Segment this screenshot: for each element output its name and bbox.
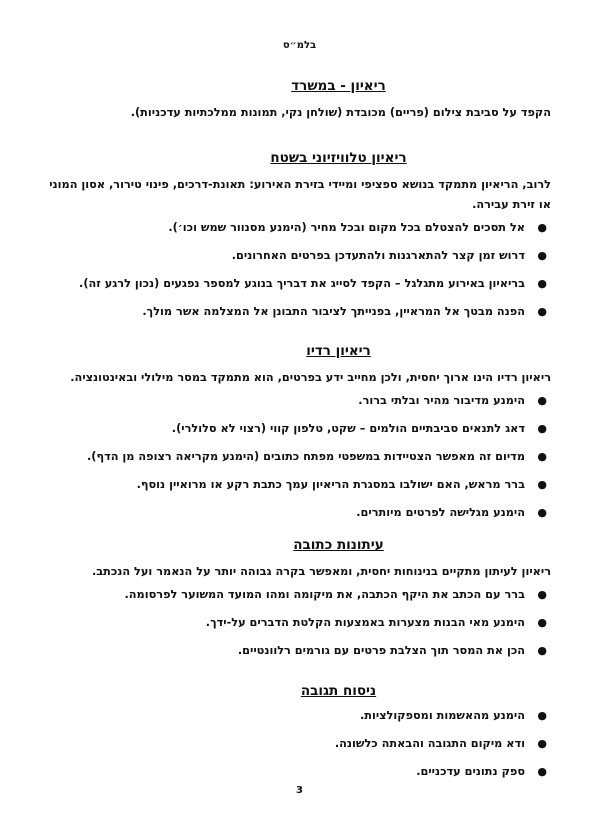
list-item: ● הכן את המסר תוך הצלבת פרטים עם גורמים רלוונטיים. bbox=[237, 644, 547, 657]
list-item: ● אל תסכים להצטלם בכל מקום ובכל מחיר (הימנע מסנוור שמש וכו׳). bbox=[168, 221, 547, 234]
section-print-press bbox=[46, 537, 551, 671]
bullet-icon: ● bbox=[537, 588, 547, 601]
list-item: ● ודא מיקום התגובה והבאתה כלשונה. bbox=[334, 737, 547, 750]
list-item: ● הימנע מהאשמות ומספקולציות. bbox=[359, 709, 547, 722]
page-number: 3 bbox=[296, 785, 303, 796]
bullet-icon: ● bbox=[537, 478, 547, 491]
section-title: ריאיון רדיו bbox=[306, 343, 371, 359]
section-title: ריאיון - במשרד bbox=[291, 78, 386, 94]
section-title: עיתונות כתובה bbox=[293, 537, 384, 553]
list-item: ● דרוש זמן קצר להתארגנות ולהתעדכן בפרטים האחרונים. bbox=[231, 249, 547, 262]
list-item: ● הימנע מגלישה לפרטים מיותרים. bbox=[356, 506, 547, 519]
bullet-icon: ● bbox=[537, 305, 547, 318]
section-response-drafting bbox=[46, 683, 551, 792]
section-title: ריאיון טלוויזיוני בשטח bbox=[270, 150, 407, 166]
bullet-icon: ● bbox=[537, 221, 547, 234]
list-item: ● הפנה מבטך אל המראיין, בפנייתך לציבור התבונן אל המצלמה אשר מולך. bbox=[142, 305, 547, 318]
classification-header: בלמ״ס bbox=[282, 40, 317, 51]
list-item: ● ברר עם הכתב את היקף הכתבה, את מיקומה ומהו המועד המשוער לפרסומה. bbox=[124, 588, 547, 601]
section-paragraph: הקפד על סביבת צילום (פריים) מכובדת (שולחן נקי, תמונות ממלכתיות עדכניות). bbox=[130, 106, 551, 119]
section-paragraph: ריאיון רדיו הינו ארוך יחסית, ולכן מחייב ידע בפרטים, הוא מתמקד במסר מילולי ובאינטונציה. bbox=[70, 371, 551, 384]
bullet-icon: ● bbox=[537, 450, 547, 463]
section-paragraph: ריאיון לעיתון מתקיים בנינוחות יחסית, ומאפשר בקרה גבוהה יותר על הנאמר ועל הנכתב. bbox=[91, 565, 551, 578]
bullet-icon: ● bbox=[537, 249, 547, 262]
list-item: ● מדיום זה מאפשר הצטיידות במשפטי מפתח כתובים (הימנע מקריאה רצופה מן הדף). bbox=[87, 450, 547, 463]
bullet-icon: ● bbox=[537, 644, 547, 657]
bullet-list bbox=[46, 708, 551, 780]
bullet-icon: ● bbox=[537, 709, 547, 722]
section-paragraph: לרוב, הריאיון מתמקד בנושא ספציפי ומיידי בזירת האירוע: תאונת-דרכים, פינוי טירור, אסון המוני או זירת עבירה. bbox=[49, 178, 551, 211]
section-radio-interview bbox=[46, 343, 551, 533]
list-item: ● ספק נתונים עדכניים. bbox=[416, 765, 547, 778]
list-item: ● בריאיון באירוע מתגלגל – הקפד לסייג את דבריך בנוגע למספר נפגעים (נכון לרגע זה). bbox=[79, 277, 547, 290]
bullet-icon: ● bbox=[537, 422, 547, 435]
list-item: ● הימנע מדיבור מהיר ובלתי ברור. bbox=[358, 394, 547, 407]
bullet-list bbox=[46, 587, 551, 659]
bullet-icon: ● bbox=[537, 277, 547, 290]
list-item: ● ברר מראש, האם ישולבו במסגרת הריאיון עמך כתבת רקע או מרואיין נוסף. bbox=[136, 478, 547, 491]
bullet-icon: ● bbox=[537, 506, 547, 519]
list-item: ● דאג לתנאים סביבתיים הולמים – שקט, טלפון קווי (רצוי לא סלולרי). bbox=[171, 422, 547, 435]
bullet-list bbox=[46, 393, 551, 521]
bullet-icon: ● bbox=[537, 737, 547, 750]
bullet-icon: ● bbox=[537, 765, 547, 778]
bullet-icon: ● bbox=[537, 394, 547, 407]
section-office-interview bbox=[46, 78, 551, 123]
bullet-list bbox=[46, 220, 551, 320]
section-title: ניסוח תגובה bbox=[300, 683, 377, 699]
section-tv-field-interview bbox=[46, 150, 551, 332]
bullet-icon: ● bbox=[537, 616, 547, 629]
list-item: ● הימנע מאי הבנות מצערות באמצעות הקלטת הדברים על-ידך. bbox=[205, 616, 547, 629]
